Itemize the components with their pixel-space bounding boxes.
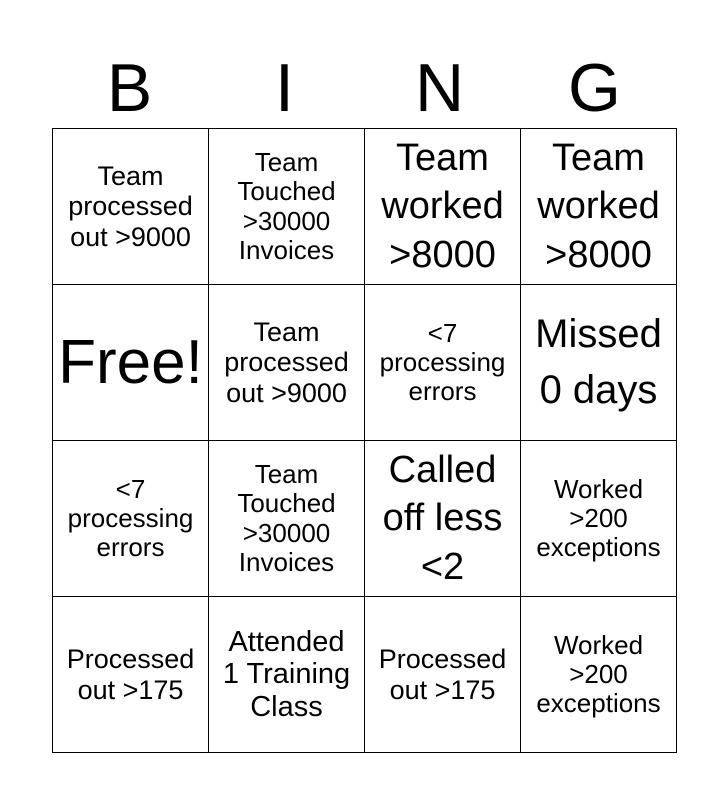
bingo-cell[interactable] (365, 129, 521, 285)
bingo-cell[interactable] (209, 597, 365, 753)
cell-text: Attended 1 Training Class (222, 625, 351, 723)
bingo-cell[interactable] (365, 441, 521, 597)
bingo-cell[interactable] (209, 441, 365, 597)
board-row-4 (53, 597, 677, 753)
cell-text: Free! (58, 327, 203, 397)
cell-text: Worked >200 exceptions (536, 473, 661, 563)
cell-text: Called off less <2 (382, 448, 503, 588)
cell-text: Processed out >175 (378, 644, 507, 705)
header-letter-i: I (275, 50, 294, 126)
bingo-cell[interactable] (209, 285, 365, 441)
board-row-2 (53, 285, 677, 441)
bingo-cell[interactable] (521, 285, 677, 441)
bingo-cell[interactable] (521, 441, 677, 597)
bingo-cell[interactable] (53, 597, 209, 753)
bingo-cell[interactable] (521, 597, 677, 753)
bingo-header (52, 48, 672, 128)
cell-text: Processed out >175 (66, 644, 195, 705)
header-letter-b: B (106, 50, 153, 126)
cell-text: Team Touched >30000 Invoices (237, 147, 336, 265)
bingo-board (52, 128, 677, 753)
header-letter-n: N (414, 50, 465, 126)
cell-text: Team worked >8000 (537, 136, 660, 276)
bingo-cell[interactable] (365, 285, 521, 441)
cell-text: Worked >200 exceptions (536, 629, 661, 719)
cell-text: <7 processing errors (379, 317, 506, 407)
bingo-cell[interactable] (209, 129, 365, 285)
cell-text: <7 processing errors (67, 473, 194, 563)
bingo-cell[interactable] (53, 129, 209, 285)
bingo-cell[interactable] (53, 441, 209, 597)
cell-text: Team worked >8000 (381, 136, 504, 276)
header-letter-g: G (568, 50, 621, 126)
board-row-3 (53, 441, 677, 597)
cell-text: Team processed out >9000 (68, 161, 193, 252)
board-row-1 (53, 129, 677, 285)
cell-text: Team Touched >30000 Invoices (237, 459, 336, 577)
bingo-cell[interactable] (521, 129, 677, 285)
cell-text: Missed 0 days (535, 312, 662, 412)
free-cell[interactable] (53, 285, 209, 441)
cell-text: Team processed out >9000 (224, 317, 349, 408)
bingo-cell[interactable] (365, 597, 521, 753)
